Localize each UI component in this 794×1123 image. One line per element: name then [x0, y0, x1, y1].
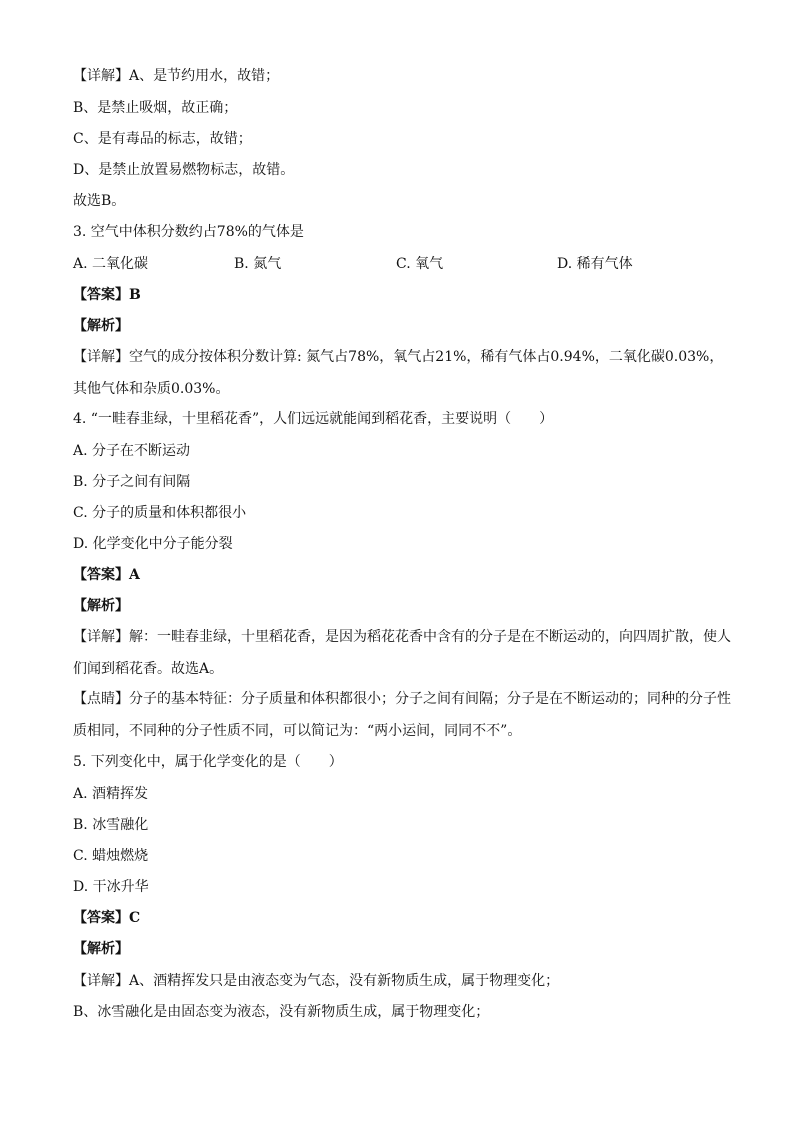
q2-detail-c: C、是有毒品的标志，故错；: [73, 131, 252, 147]
q3-option-c: C. 氧气: [396, 256, 444, 272]
q3-question: 3. 空气中体积分数约占78%的气体是: [73, 224, 304, 240]
q2-detail-a: 【详解】A、是节约用水，故错；: [73, 68, 280, 84]
q2-detail-b: B、是禁止吸烟，故正确；: [73, 100, 238, 116]
q5-option-d: D. 干冰升华: [73, 879, 149, 895]
q2-conclusion: 故选B。: [73, 193, 126, 209]
q5-option-c: C. 蜡烛燃烧: [73, 848, 149, 864]
q4-detail: 【详解】解：一畦春韭绿，十里稻花香，是因为稻花花香中含有的分子是在不断运动的，向四周扩散，使人们闻到稻花香。故选A。: [73, 629, 731, 677]
q5-detail-b: B、冰雪融化是由固态变为液态，没有新物质生成，属于物理变化；: [73, 1004, 490, 1020]
q3-option-b: B. 氮气: [234, 256, 282, 272]
q4-analysis-heading: 【解析】: [73, 598, 129, 614]
q4-option-d: D. 化学变化中分子能分裂: [73, 536, 233, 552]
q3-option-d: D. 稀有气体: [557, 256, 633, 272]
q4-option-c: C. 分子的质量和体积都很小: [73, 505, 247, 521]
q5-analysis-heading: 【解析】: [73, 941, 129, 957]
q4-key-point: 【点睛】分子的基本特征：分子质量和体积都很小；分子之间有间隔；分子是在不断运动的；同种的分子性质相同，不同种的分子性质不同，可以简记为：“两小运间，同同不不”。: [73, 691, 731, 739]
q4-option-a: A. 分子在不断运动: [73, 443, 191, 459]
q5-option-a: A. 酒精挥发: [73, 786, 149, 802]
q3-answer: 【答案】B: [73, 287, 141, 303]
q2-detail-d: D、是禁止放置易燃物标志，故错。: [73, 162, 295, 178]
q3-option-a: A. 二氧化碳: [73, 256, 149, 272]
q5-question: 5. 下列变化中，属于化学变化的是（ ）: [73, 754, 343, 770]
q5-answer: 【答案】C: [73, 910, 141, 926]
q3-analysis-heading: 【解析】: [73, 318, 129, 334]
q5-detail-a: 【详解】A、酒精挥发只是由液态变为气态，没有新物质生成，属于物理变化；: [73, 973, 560, 989]
q3-detail: 【详解】空气的成分按体积分数计算: 氮气占78%，氧气占21%，稀有气体占0.94%，二氧化碳0.03%，其他气体和杂质0.03%。: [73, 349, 724, 397]
q4-question: 4. “一畦春韭绿，十里稻花香”，人们远远就能闻到稻花香，主要说明（ ）: [73, 411, 554, 427]
q4-option-b: B. 分子之间有间隔: [73, 474, 191, 490]
q3-options: [73, 254, 733, 274]
q4-answer: 【答案】A: [73, 567, 140, 583]
q5-option-b: B. 冰雪融化: [73, 817, 149, 833]
